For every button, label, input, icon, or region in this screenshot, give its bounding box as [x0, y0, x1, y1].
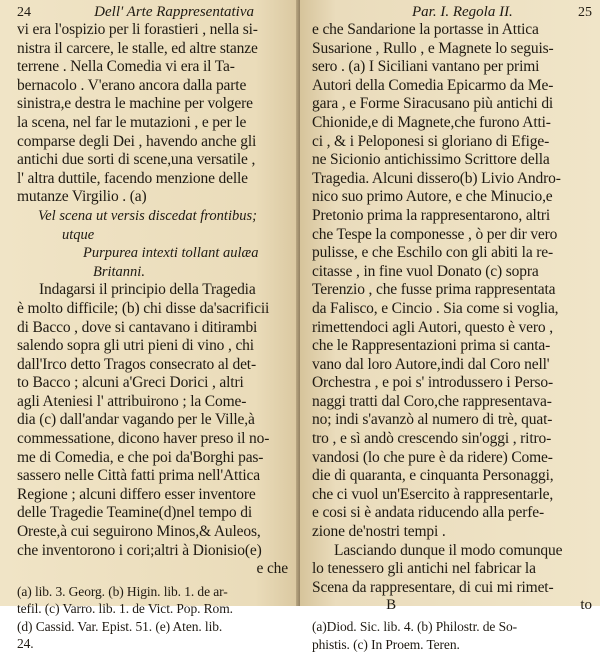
text-line: gara , e Forme Siracusano più antichi di [312, 95, 554, 113]
signature-mark: B [386, 597, 397, 614]
text-line: Chionide,e di Magnete,che furono Atti- [312, 113, 551, 131]
text-line: che inventorono i cori;altri à Dionisio(e) [17, 541, 262, 559]
right-body [312, 21, 592, 597]
text-line: Orchestra , e poi s' introdussero i Perso- [312, 374, 553, 392]
text-line: comparse degli Dei , havendo anche gli [17, 132, 257, 150]
left-body-b [17, 281, 294, 579]
text-line: rimettendoci agli Autori, questo è vero , [312, 318, 553, 336]
text-line: agli Ateniesi l' attribuirono ; la Come- [17, 392, 247, 410]
footnote-line: (a)Diod. Sic. lib. 4. (b) Philostr. de So- [312, 619, 518, 635]
text-line: to Bacco ; alcuni a'Greci Dorici , altri [17, 374, 244, 392]
paragraph-start-line: Indagarsi il principio della Tragedia [39, 281, 256, 299]
text-line: pulisse, e che Eschilo con gli abiti la re- [312, 244, 554, 262]
verse-quotation [17, 207, 294, 281]
right-page [300, 0, 600, 652]
signature-row [312, 597, 592, 614]
left-running-title: Dell' Arte Rappresentativa [94, 4, 254, 20]
text-line: sero . (a) I Siciliani vantano per primi [312, 58, 540, 76]
text-line: Regione ; alcuni differo esser inventore [17, 485, 256, 503]
verse-line: Vel scena ut versis discedat frontibus; [38, 207, 257, 224]
text-line: commessatione, dicono haver preso il no- [17, 430, 270, 448]
text-line: me di Comedia, e che poi da'Borghi pas- [17, 448, 264, 466]
text-line: antichi due sorti di scene,una versatile , [17, 151, 256, 169]
left-page-number: 24 [17, 5, 31, 20]
text-line: la scena, nel far le mutazioni , e per le [17, 113, 247, 131]
text-line: citasse , in fine vuol Donato (c) sopra [312, 262, 539, 280]
verse-line: Britanni. [93, 263, 145, 280]
text-line: Oreste,à cui seguirono Minos,& Auleos, [17, 523, 261, 541]
verse-line: utque [62, 226, 95, 243]
text-line: delle Tragedie Teamine(d)nel tempo di [17, 504, 252, 522]
right-page-number: 25 [578, 5, 592, 20]
text-line: vano dal loro Autore,indi dal Coro nell' [312, 355, 550, 373]
text-line: dall'Irco detto Tragos consecrato al det- [17, 355, 256, 373]
text-line: è molto difficile; (b) chi disse da'sacrificii [17, 299, 270, 317]
text-line: Terenzio , che fusse prima rappresentata [312, 281, 556, 299]
text-line: naggi tratti dal Coro,che rappresentava- [312, 392, 552, 410]
text-line: e che Sandarione la portasse in Attica [312, 21, 539, 38]
text-line: zione de'nostri tempi . [312, 523, 446, 541]
text-line: lo tenessero gli antichi nel fabricar la [312, 560, 536, 578]
right-page-header [312, 3, 592, 21]
text-line: no; indi s'avanzò al numero di trè, quat- [312, 411, 553, 429]
text-line: che ci vuol un'Esercito à rappresentarle, [312, 485, 554, 503]
text-line: Pretonio prima la rappresentarono, altri [312, 206, 551, 224]
text-line: ci , & i Peloponesi si gloriano di Efige- [312, 132, 550, 150]
verse-line: Purpurea intexti tollant aulæa [83, 245, 259, 262]
text-line: terrene . Nella Comedia vi era il Ta- [17, 58, 235, 76]
text-line: nico suo primo Autore, e che Minucio,e [312, 188, 553, 206]
text-line: dia (c) dall'andar vagando per le Ville,à [17, 411, 255, 429]
text-line: bernacolo . V'erano ancora dalla parte [17, 76, 247, 94]
text-line: salendo sopra gli utri pieni di vino , chi [17, 337, 254, 355]
text-line: sinistra,e destra le machine per volgere [17, 95, 253, 113]
text-line: sassero nelle Città fatti prima nell'Attica [17, 467, 260, 485]
left-page-header [17, 3, 294, 21]
left-footnotes [17, 583, 294, 653]
text-line: Tragedia. Alcuni dissero(b) Livio Andro- [312, 169, 561, 187]
left-body-a [17, 21, 294, 207]
text-line: Susarione , Rullo , e Magnete lo seguis- [312, 39, 554, 57]
text-line: mutanze Virgilio . (a) [17, 188, 147, 206]
text-line: vandosi (lo che pure è da ridere) Come- [312, 448, 553, 466]
footnote-line: (d) Cassid. Var. Epist. 51. (e) Aten. lib. [17, 618, 223, 634]
text-line: Autori della Comedia Epicarmo da Me- [312, 76, 554, 94]
footnote-line: tefil. (c) Varro. lib. 1. de Vict. Pop. Rom. [17, 601, 233, 617]
text-line: nistra il carcere, le stalle, ed altre stanze [17, 39, 258, 57]
footnote-line: 24. [17, 636, 34, 652]
text-line: di Bacco , dove si cantavano i ditirambi [17, 318, 258, 336]
text-line: l' altra duttile, facendo menzione delle [17, 169, 248, 187]
footnote-line: (a) lib. 3. Georg. (b) Higin. lib. 1. de ar- [17, 583, 228, 599]
paragraph-start-line: Lasciando dunque il modo comunque [334, 541, 563, 559]
catchword: e che [256, 560, 288, 578]
text-line: tro , e sì andò crescendo sin'oggi , ritro- [312, 430, 552, 448]
text-line: da Falisco, e Cincio . Sia come si voglia, [312, 299, 559, 317]
right-footnotes [312, 618, 592, 653]
text-line: che le Rappresentazioni prima si canta- [312, 337, 551, 355]
text-line: Scena da rappresentare, di cui mi rimet- [312, 578, 554, 596]
catchword: to [580, 597, 592, 614]
text-line: die di quaranta, e cinquanta Personaggi, [312, 467, 554, 485]
right-running-title: Par. I. Regola II. [412, 4, 513, 20]
text-line: e cosi si è andata riducendo alla perfe- [312, 504, 544, 522]
text-line: ne Sicionio antichissimo Scrittore della [312, 151, 550, 169]
text-line: che Tespe la componesse , ò per dir vero [312, 225, 558, 243]
left-page [0, 0, 300, 652]
text-line: vi era l'ospizio per li forastieri , nella si- [17, 21, 258, 38]
footnote-line: phistis. (c) In Proem. Teren. [312, 636, 460, 652]
